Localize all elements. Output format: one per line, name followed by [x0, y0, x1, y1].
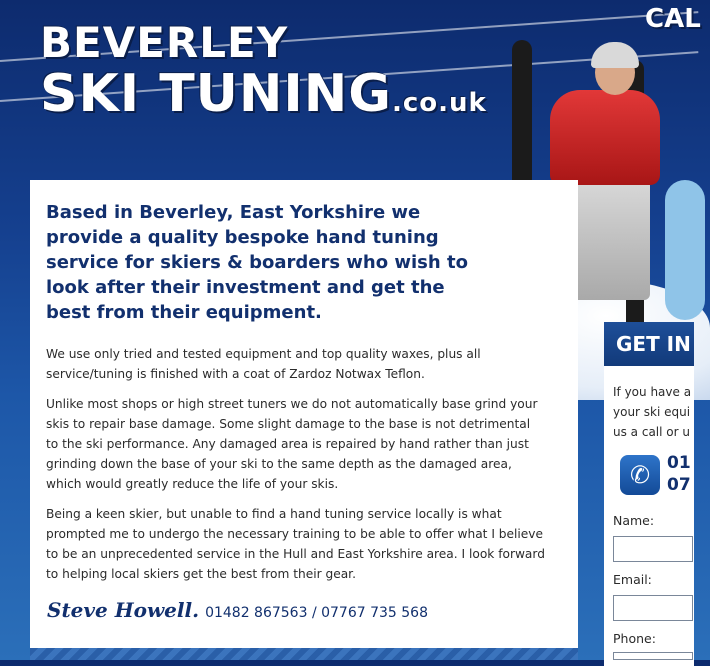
email-input[interactable] [613, 595, 693, 621]
site-logo[interactable] [40, 20, 487, 131]
logo-line2-text: SKI TUNING [40, 64, 392, 124]
paragraph-2: Unlike most shops or high street tuners we do not automatically base grind your skis to repair base damage. Some slight damage to the base is not detrimental to the ski performance. Any damaged area is repaired by hand rather than just grinding down the base of your ski to the same depth as the damaged area, which would greatly reduce the life of your skis. [46, 397, 538, 491]
contact-phone-1: 01 [667, 453, 691, 473]
skier-helmet [591, 42, 639, 68]
logo-suffix: .co.uk [391, 88, 487, 118]
paragraph-3: Being a keen skier, but unable to find a hand tuning service locally is what prompted me to undergo the necessary training to be able to offer what I believe to be an unprecedented service in the Hull and East Yorkshire area. I look forward to helping local skiers get the best from their gear. [46, 507, 545, 581]
phone-label: Phone: [613, 631, 656, 646]
logo-line1: BEVERLEY [40, 18, 289, 67]
call-us-heading: CAL [645, 4, 701, 34]
contact-intro-line: If you have a [613, 385, 692, 399]
contact-intro [613, 382, 693, 442]
second-skier [665, 180, 705, 320]
email-label: Email: [613, 572, 652, 587]
phone-icon: ✆ [620, 455, 660, 495]
signature [47, 598, 428, 622]
phone-input[interactable] [613, 652, 693, 660]
contact-phone-2: 07 [667, 475, 691, 495]
logo-line2 [40, 66, 487, 131]
contact-intro-line: your ski equi [613, 405, 691, 419]
intro-text: Based in Beverley, East Yorkshire we provide a quality bespoke hand tuning service for skiers & boarders who wish to look after their investment and get the best from their equipment. [46, 202, 468, 323]
skier-jacket [550, 90, 660, 185]
contact-heading: GET IN [604, 322, 694, 366]
paragraph-1: We use only tried and tested equipment and top quality waxes, plus all service/tuning is finished with a coat of Zardoz Notwax Teflon. [46, 347, 481, 381]
name-label: Name: [613, 513, 655, 528]
panel-bottom-bar [30, 648, 578, 660]
signature-phones: 01482 867563 / 07767 735 568 [205, 605, 428, 621]
contact-intro-line: us a call or u [613, 425, 690, 439]
signature-name: Steve Howell. [47, 598, 200, 622]
contact-phone-numbers [667, 452, 691, 496]
name-input[interactable] [613, 536, 693, 562]
